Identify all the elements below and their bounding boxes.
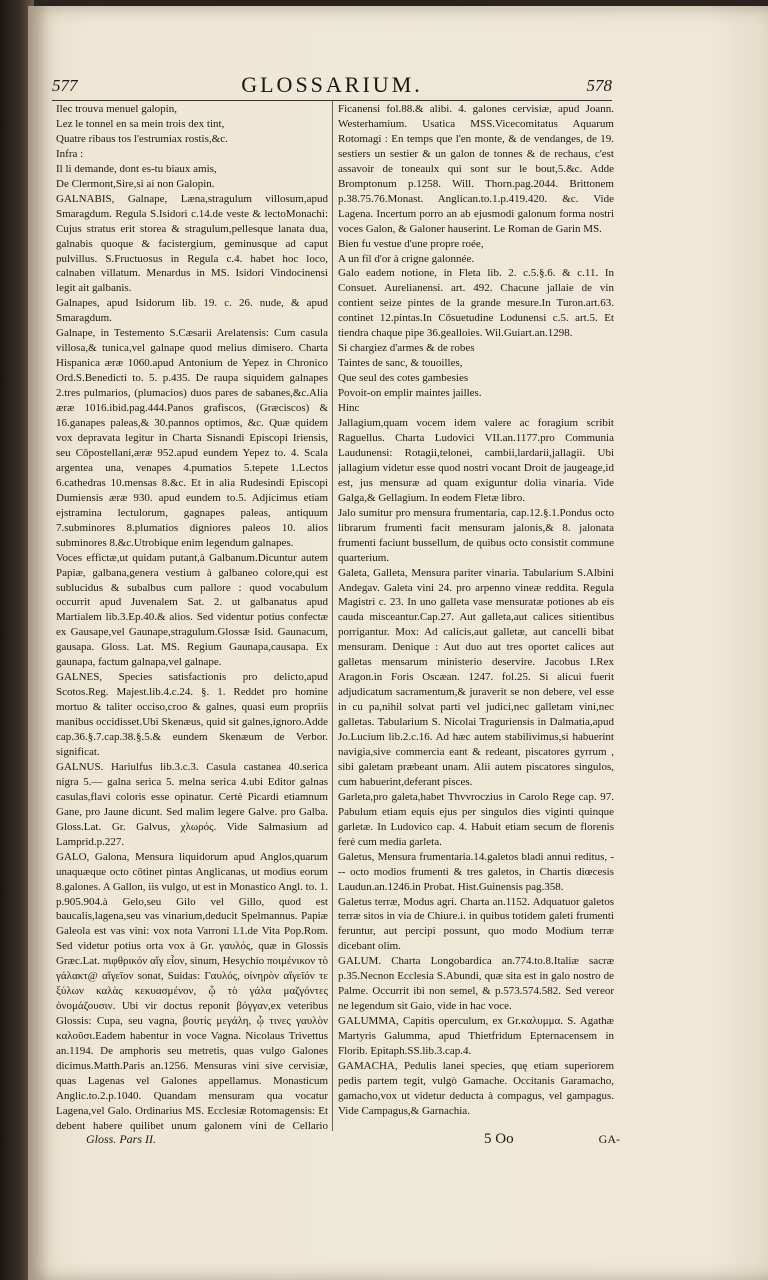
text-paragraph: Infra : [56,147,84,160]
text-paragraph: GALNES, Species satisfactionis pro delicto,apud Scotos.Reg. Majest.lib.4.c.24. §. 1. Reddet pro homine mortuo & taliter occiso,croo & galnes, quasi eum propriis manibus occidisset.Ubi Skenæus, quid sit galnes,ignoro.Adde cap.36.§.7.cap.38.§.5.& eundem Skenæum de Verbor. significat. [56,671,328,758]
text-paragraph: Lez le tonnel en sa mein trois dex tint, [56,117,225,130]
text-paragraph: Galeta, Galleta, Mensura pariter vinaria. Tabularium S.Albini Andegav. Galeta vini 24. pro arpenno vineæ reddita. Regula Magistri c. 23. In uno galleta vase mensuratæ potiones ab eis cauda misceantur.Cap.27. Aut galleta,aut calices sitientibus porrigantur. Mox: Ad calicis,aut galletæ, aut cancelli bibat mensuram. Denique : Aut duo aut tres oportet calices aut galletas mensarum ministerio deservire. Jacobus I.Rex Aragon.in Foris Oscæan. 1247. fol.25. Si alicui fuerit adjudicatum sacramentum,& juraverit se non debere, vel esse in cu pa,nihil solvat parti vel judici,nec galletam vini,nec galletas. Tabularium S. Nicolai Traguriensis in Dalmatia,apud Jo.Lucium lib.2.c.16. Ad hæc autem stabilivimus,si habuerint navigia,sive commercia eant & redeant, piscatores gyrrum , sibi galetam præbeant unam. Alii autem piscatores singulos, cum habuerint,deferant pisces. [338,566,614,788]
text-paragraph: Il li demande, dont es-tu biaux amis, [56,162,217,175]
text-paragraph: GAMACHA, Pedulis lanei species, quę etiam superiorem pedis partem tegit, vulgò Gamache. Occitanis Garamacho, gamacho,vox ut videtur deducta à compagus, vel gampagus. Vide Campagus,& Garnachia. [338,1060,614,1117]
text-paragraph: Povoit-on emplir maintes jailles. [338,387,482,400]
text-paragraph: Galnapes, apud Isidorum lib. 19. c. 26. nude, & apud Smaragdum. [56,297,328,325]
text-paragraph: Galetus, Mensura frumentaria.14.galetos bladi annui reditus, --- octo modios frumenti & tres galetos, in Chartis diœcesis Laudun.an.1246.in Probat. Hist.Guinensis pag.358. [338,850,614,893]
right-page-number: 578 [586,76,612,95]
page-footer [52,1131,620,1156]
text-paragraph: GALUMMA, Capitis operculum, ex Gr.καλυμμα. S. Agathæ Martyris Galumma, apud Thietfridum Epternacensem in Florib. Epitaph.SS.lib.3.cap.4. [338,1015,614,1058]
text-paragraph: GALUM. Charta Longobardica an.774.to.8.Italiæ sacræ p.35.Necnon Ecclesia S.Abundi, quæ sita est in galo nostro de Palme. Occurrit ibi non semel, & p.573.574.582. Sed vereor ne legendum sit Gaio, vide in hac voce. [338,955,614,1013]
signature-left: Gloss. Pars II. [86,1132,157,1146]
catchword: GA- [598,1132,620,1146]
text-paragraph: Galetus terræ, Modus agri. Charta an.1152. Adquatuor galetos terræ sitos in via de Chiure.i. in quibus totidem galeti frumenti feruntur, aut percipi possunt, quo modo Modium terræ dicebant olim. [338,895,614,953]
text-paragraph: Si chargiez d'armes & de robes [338,342,475,355]
text-paragraph: Voces effictæ,ut quidam putant,à Galbanum.Dicuntur autem Papiæ, galbana,genera vestium à galbaneo colore,qui est sublucidus & subalbus cum pallore : quod vocabulum occurrit apud Juvenalem Sat. 2. ut galbanatus apud Martialem lib.3.Ep.40.& alios. Sed videntur potius confectæ ex Gausape,vel Gaunape,stragulum.Glossæ Isid. Gaunacum, gausapa. Gloss. Lat. MS. Regium Gaunapa,causapa. Ex gaunapa, factum galnapa,vel galnape. [56,551,328,669]
text-paragraph: GALO, Galona, Mensura liquidorum apud Anglos,quarum unaquæque octo cōtinet pintas Anglicanas, ut modius eorum 8.galones. A Gallon, iis vulgo, ut est in Monastico Angl. to. 1. p.905.904.à Gelo,seu Gilo vel Gillo, quod est baucalis,lagena,seu vas vinarium,deducit Spelmannus. Papiæ Galeola est vas vini: vox nota Varroni l.1.de Vita Pop.Rom. Sed videtur potius orta vox à Gr. γαυλός, quæ in Glossis Græc.Lat. πιφθρικόν αἴγ εἶον, sinum, Hesychio ποιμένικον τὸ γάλακτ@ αἴγεῖον sonat, Suidas: Γαυλός, οἰνηρὸν αἴγεῖόν τε ξύλων καλὰς κεκυασμένον, ᾧ τὸ γάλα μαζγόντες ὀνομάζουσιν. Ubi vir doctus reponit βόγγαν,ex veteribus Glossis: Cupa, seu vagna, βουτίς μεγάλη, ᾧ τινες γαυλὸν καλοῦσι.Eadem habentur in voce Vagna. Nicolaus Trivettus an.1194. De amphoris seu metretis, quas vulgo Galones dicimus.Matth.Paris an.1256. Mensuras vini sive cervisiæ, quas Lagenas vel Galones appellamus. Monasticum Anglic.to.2.p.1040. Quandam mensuram qua vocatur Lagena,vel Galo. Ordinarius MS. Ecclesiæ Rotomagensis: Et debent habere quilibet unum galonem vini de Cellario [56,850,328,1132]
running-title: GLOSSARIUM. [241,72,423,97]
text-paragraph: Garleta,pro galeta,habet Thvvroczius in Carolo Rege cap. 97. Pabulum etiam equis ejus per singulos dies viginti quinque garletæ. In Ludovico cap. 4. Habuit etiam secum de florenis ferè cum media garleta. [338,790,614,848]
text-paragraph: Que seul des cotes gambesies [338,372,469,385]
text-paragraph: Taintes de sanc, & touoilles, [338,357,463,370]
left-page-number: 577 [52,76,78,95]
text-paragraph: Quatre ribaus tos l'estrumiax rostis,&c. [56,132,228,145]
text-paragraph: GALNUS. Hariulfus lib.3.c.3. Casula castanea 40.serica nigra 5.— galna serica 5. melna serica 4.ubi Editor galnas casulas,flavi coloris esse opinatur. Certè Picardi etiamnum Gane, pro Jaune dicunt. Sed malim legere Galve. pro Galba. Gloss.Lat. Gr. Galvus, χλωρός. Vide Salmasium ad Lamprid.p.227. [56,760,328,848]
text-paragraph: A un fil d'or à crigne galonnée. [338,252,475,265]
text-paragraph: Ilec trouva menuel galopin, [56,103,177,115]
text-paragraph: De Clermont,Sire,si ai non Galopin. [56,177,215,190]
text-paragraph: Galnape, in Testemento S.Cæsarii Arelatensis: Cum casula villosa,& tunica,vel galnape quod melius dimisero. Charta Hispanica æræ 1060.apud Antonium de Yepez in Chronico Ord.S.Benedicti to. 5. p.435. De raupa siquidem galnapes 2.tres pulmarios, (plumacios) duos pares de sabanes,&c.Alia æræ 1016.ibid.pag.444.Panos grafiscos, (Græciscos) & 16.ganapes paleas,& 30.pannos optimos, &c. Quæ quidem vox depravata legitur in Charta Sisnandi Episcopi Iriensis, seu Cōpostellani,æræ 952.apud eundem Yepez to. 4. Scala argentea una, venapes 4.pumatios 5.tepete 1.Lectos 6.cathedras 10.mensas 8.&c. Et in alia Rudesindi Episcopi Dumiensis æræ 930. apud eundem to.5. Adjicimus etiam ejstramina lectulorum, gagnapes paleas, antiquum 7.subminores 8.plumatios digniores paleos 10. alios subminores 8.&c.Utrobique enim legendum galnapes. [56,327,328,549]
text-paragraph: Ficanensi fol.88.& alibi. 4. galones cervisiæ, apud Joann. Westerhamium. Usatica MSS.Vicecomitatus Aquarum Rotomagi : En temps que l'en monte, & de vendanges, de 19. sestiers un sestier & un galon de tonnes & de rechaus, c'est assavoir de toneaulx qui sont sur le bout,5.&c. Adde Bromptonum p.1258. Will. Thorn.pag.2044. Brittonem p.38.75.76.Monast. Anglican.to.1.p.419.420. &c. Vide Lagena. Incertum porro an ab ejusmodi galonum forma nostri voces Galon, & Galoner hauserint. Le Roman de Garin MS. [338,103,614,235]
text-paragraph: Jallagium,quam vocem idem valere ac foragium scribit Raguellus. Charta Ludovici VII.an.1177.pro Communia Laudunensi: Rotagii,telonei, cambii,lardarii,jallagii. Ubi jallagium videtur esse quod nostri vocant Droit de jaugeage,id est, jus mensuræ ad quam exiguntur dolia vinaria. Vide Galga,& Gellagium. In eodem Fletæ libro. [338,417,614,504]
right-text-column [338,102,614,1132]
left-text-column [56,102,328,1132]
text-paragraph: GALNABIS, Galnape, Læna,stragulum villosum,apud Smaragdum. Regula S.Isidori c.14.de veste & lectoMonachi: Cujus stratus erit storea & stragulum,pellesque lanata dua, galnabis quoque & facistergium, geminusque ad caput pulvillus. S.Fructuosus in Regula c.4. habet hoc loco, calnaben villatum. Menardus in MS. Isidori Vindocinensi legit ait galbanis. [56,192,328,295]
text-paragraph: Galo eadem notione, in Fleta lib. 2. c.5.§.6. & c.11. In Consuet. Aurelianensi. art. 492. Chacune jallaie de vin contient seize pintes de la grande mesure.In Turon.art.63. continet 12.pintas.In Cōsuetudine Lodunensi c.5. art.5. Et tiendra chaque pipe 36.gealloies. Wil.Guiart.an.1298. [338,267,614,340]
column-divider [332,101,333,1131]
signature-mark: 5 Oo [484,1131,514,1147]
text-paragraph: Hinc [338,402,360,415]
page-header [52,72,612,102]
text-paragraph: Jalo sumitur pro mensura frumentaria, cap.12.§.1.Pondus octo librarum frumenti facit mensuram jalonis,& 8. jalonata frumenti faciunt bussellum, de quibus octo consistit commune quarterium. [338,506,614,564]
text-paragraph: Bien fu vestue d'une propre roée, [338,237,484,250]
